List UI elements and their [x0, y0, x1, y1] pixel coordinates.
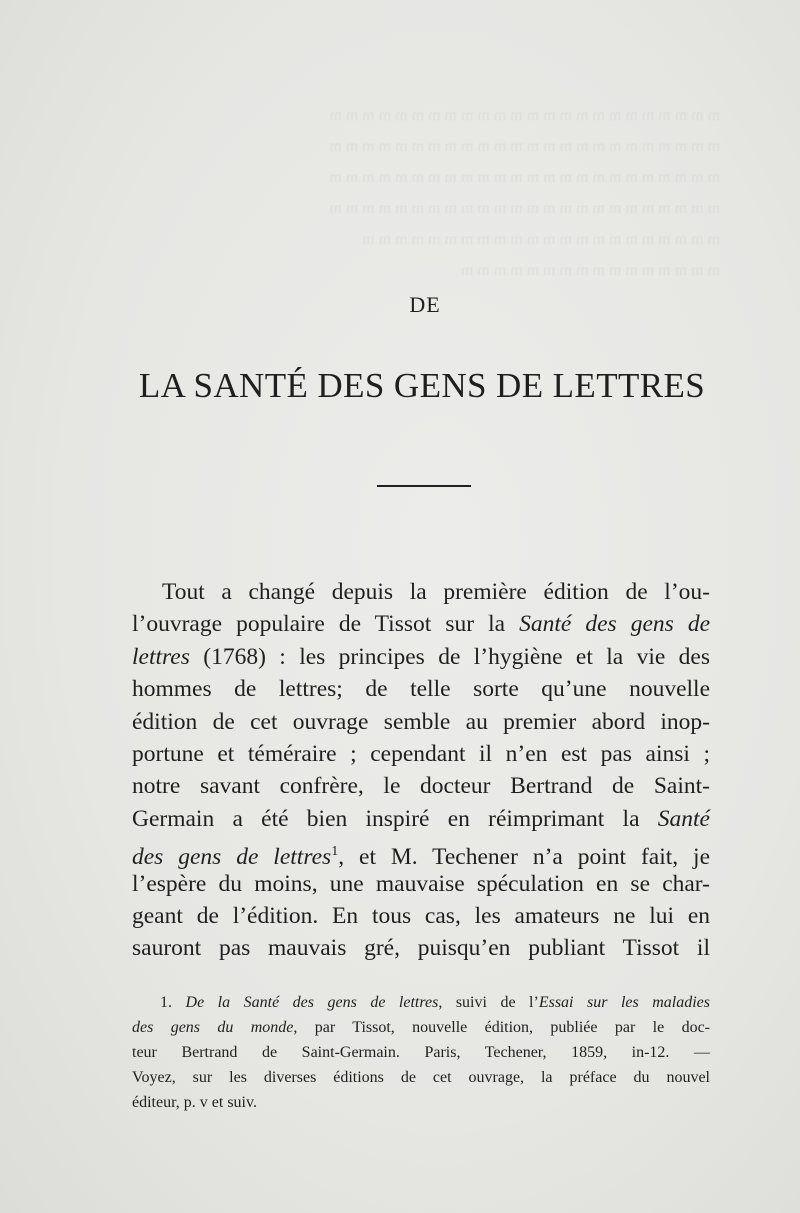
body-line: [132, 673, 710, 705]
show-through-text: m m m m m m m m m m m m m m m m m m m m m m m m m m m m m m m m m m m m m m m m m m m m m m m m m m m m m m m m m m m m m m m m m m m m m m m m m m m m m m m m m m m m m m m m m m m m m m m m m m m m m m m m m m m m m m m m m m m m m m m m m m m m m m m m m m m m m m: [329, 107, 720, 279]
body-line: [132, 576, 710, 608]
body-text: (1768) : les principes de l’hygiène et la vie des: [189, 643, 710, 670]
body-text: , et M. Techener n’a point fait, je: [338, 843, 711, 870]
footnote-line: [132, 1065, 710, 1090]
title-divider: [377, 485, 471, 487]
footnote: [132, 990, 710, 1115]
section-heading-small: DE: [409, 292, 441, 317]
body-text: l’espère du moins, une mauvaise spéculation en se char-: [132, 870, 710, 897]
body-text: hommes de lettres; de telle sorte qu’une nouvelle: [132, 676, 710, 703]
footnote-italic-text: Essai sur les maladies: [538, 994, 711, 1011]
footnote-line: [132, 1040, 710, 1065]
footnote-text: Voyez, sur les diverses éditions de cet ouvrage, la préface du nouvel: [132, 1069, 710, 1086]
body-italic-text: Santé des gens de: [519, 611, 710, 638]
body-line: [132, 738, 710, 770]
body-line: [132, 835, 711, 870]
footnote-text: teur Bertrand de Saint-Germain. Paris, Techener, 1859, in-12. —: [132, 1044, 710, 1061]
footnote-text: éditeur, p. v et suiv.: [132, 1094, 257, 1111]
body-line: [132, 770, 710, 802]
footnote-line: [132, 990, 710, 1015]
footnote-italic-text: des gens du monde: [132, 1019, 294, 1036]
body-text: Tout a changé depuis la première édition de l’ou-: [162, 579, 710, 605]
body-italic-text: lettres: [132, 643, 190, 670]
body-line: [132, 608, 710, 640]
body-line: [132, 641, 710, 673]
body-text: Germain a été bien inspiré en réimprimant la: [132, 805, 658, 832]
body-text: [132, 576, 710, 965]
body-line: [132, 706, 710, 738]
body-line: [132, 868, 710, 900]
body-text: sauront pas mauvais gré, puisqu’en publiant Tissot il: [132, 935, 710, 962]
footnote-line: [132, 1090, 710, 1115]
body-italic-text: des gens de lettres: [132, 843, 332, 870]
footnote-line: [132, 1015, 710, 1040]
body-line: [132, 803, 710, 835]
footnote-text: , suivi de l’: [438, 994, 539, 1011]
footnote-italic-text: De la Santé des gens de lettres: [185, 994, 439, 1011]
footnote-marker: 1: [331, 843, 339, 860]
body-text: portune et téméraire ; cependant il n’en est pas ainsi ;: [132, 740, 710, 767]
chapter-title: LA SANTÉ DES GENS DE LETTRES: [138, 366, 706, 405]
body-line: [132, 932, 710, 964]
body-text: édition de cet ouvrage semble au premier abord inop-: [132, 708, 710, 735]
footnote-text: , par Tissot, nouvelle édition, publiée par le doc-: [293, 1019, 710, 1036]
footnote-text: 1.: [160, 994, 186, 1011]
body-line: [132, 900, 710, 932]
body-text: geant de l’édition. En tous cas, les amateurs ne lui en: [132, 902, 710, 929]
body-italic-text: Santé: [657, 805, 710, 832]
body-text: l’ouvrage populaire de Tissot sur la: [132, 611, 520, 638]
body-text: notre savant confrère, le docteur Bertrand de Saint-: [132, 773, 710, 800]
